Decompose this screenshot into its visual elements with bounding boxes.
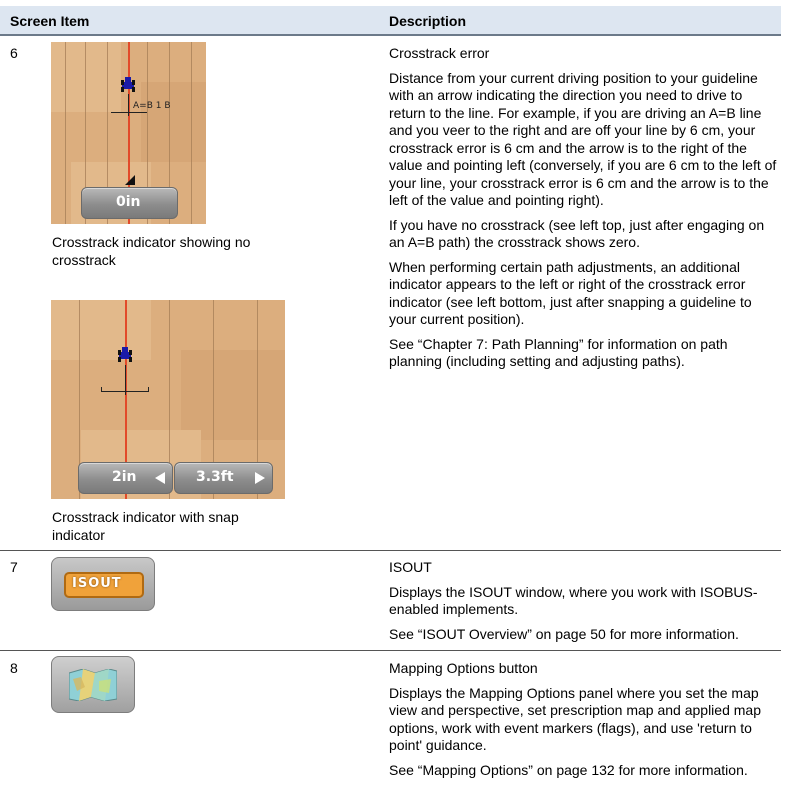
- row-number: 8: [10, 660, 18, 676]
- description-title: ISOUT: [389, 559, 432, 575]
- row-number: 7: [10, 559, 18, 575]
- table-header: [0, 6, 781, 36]
- arrow-left-icon: [155, 472, 165, 484]
- crosstrack-snap-screenshot: [51, 300, 285, 499]
- description-paragraph: See “Chapter 7: Path Planning” for information on path planning (including setting and adjusting paths).: [389, 335, 728, 369]
- description-paragraph: Displays the ISOUT window, where you work with ISOBUS-enabled implements.: [389, 583, 758, 617]
- crosstrack-value: 0in: [116, 194, 141, 210]
- line-label: A=B 1 B: [133, 101, 171, 111]
- row-description: [389, 45, 781, 378]
- isout-button-icon: [64, 572, 144, 598]
- isout-button[interactable]: [51, 557, 155, 611]
- row-number: 6: [10, 45, 18, 61]
- arrow-right-icon: [255, 472, 265, 484]
- description-paragraph: If you have no crosstrack (see left top, just after engaging on an A=B path) the crosstrack shows zero.: [389, 216, 765, 250]
- header-screen-item: Screen Item: [10, 13, 90, 29]
- mapping-options-button[interactable]: [51, 656, 135, 713]
- description-paragraph: When performing certain path adjustments, an additional indicator appears to the left or right of the crosstrack error indicator (see left bottom, just after snapping a guideline to your current position).: [389, 258, 752, 327]
- tractor-icon: [118, 347, 132, 363]
- crosstrack-value: 2in: [112, 469, 137, 485]
- row-divider: [0, 650, 781, 651]
- map-icon: [69, 669, 117, 701]
- isout-button-label: ISOUT: [72, 576, 122, 591]
- image-caption: Crosstrack indicator showing no crosstrack: [52, 234, 251, 268]
- row-divider: [0, 550, 781, 551]
- description-title: Crosstrack error: [389, 45, 490, 61]
- row-description: [389, 559, 781, 650]
- crosstrack-indicator: [78, 462, 173, 494]
- description-paragraph: Distance from your current driving position to your guideline with an arrow indicating the direction you need to drive to return to the line. For example, if you are driving an A=B line and you veer to the right and are off your line by 6 cm, your crosstrack error is 6 cm and the arrow is to the right of the value and pointing left (conversely, if you are 6 cm to the left of your line, your crosstrack error is 6 cm and the arrow is to the left of the value and pointing right).: [389, 69, 777, 208]
- description-title: Mapping Options button: [389, 660, 538, 676]
- image-caption: Crosstrack indicator with snap indicator: [52, 509, 239, 543]
- tractor-icon: [121, 77, 135, 93]
- header-description: Description: [389, 13, 467, 29]
- flag-marker-icon: [125, 175, 135, 185]
- crosstrack-indicator: [81, 187, 178, 219]
- description-paragraph: See “ISOUT Overview” on page 50 for more information.: [389, 625, 739, 642]
- snap-value: 3.3ft: [196, 469, 234, 485]
- description-paragraph: Displays the Mapping Options panel where you set the map view and perspective, set prescription map and applied map options, work with event markers (flags), and use 'return to point' guidance.: [389, 684, 761, 753]
- description-paragraph: See “Mapping Options” on page 132 for more information.: [389, 761, 748, 778]
- crosstrack-zero-screenshot: [51, 42, 206, 224]
- snap-indicator: [174, 462, 273, 494]
- row-description: [389, 660, 781, 786]
